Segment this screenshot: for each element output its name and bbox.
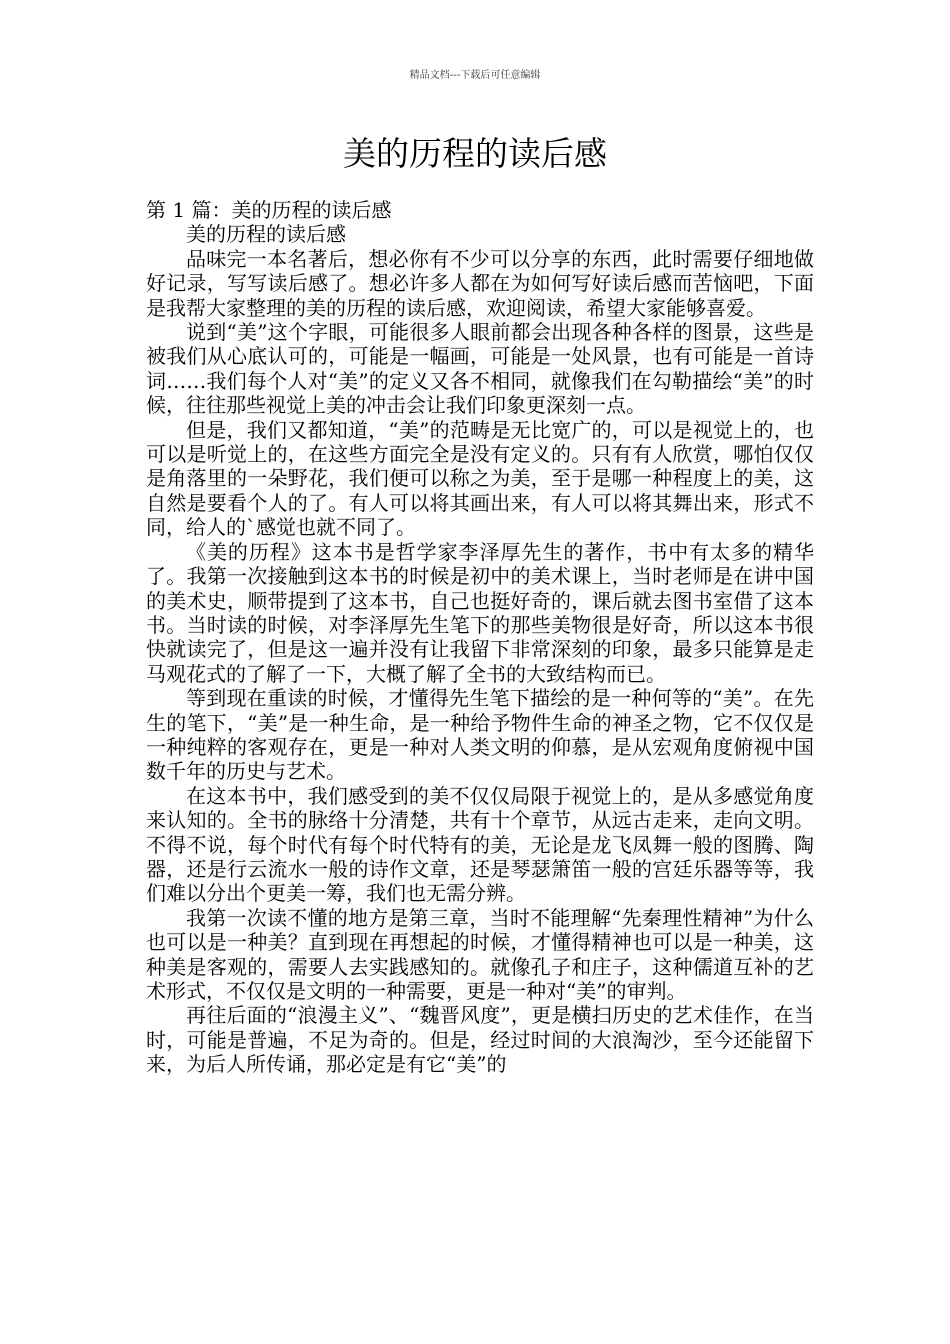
paragraph-1: 品味完一本名著后，想必你有不少可以分享的东西，此时需要仔细地做好记录，写写读后感了。想必许多人都在为如何写好读后感而苦恼吧，下面是我帮大家整理的美的历程的读后感，欢迎阅读，希望大家能够喜爱。 (146, 246, 814, 320)
document-body (146, 198, 814, 1077)
page-header: 精品文档---下载后可任意编辑 (409, 70, 541, 81)
paragraph-7: 我第一次读不懂的地方是第三章，当时不能理解“先秦理性精神”为什么也可以是一种美？直到现在再想起的时候，才懂得精神也可以是一种美，这种美是客观的，需要人去实践感知的。就像孔子和庄子，这种儒道互补的艺术形式，不仅仅是文明的一种需要，更是一种对“美”的审判。 (146, 905, 814, 1003)
paragraph-4: 《美的历程》这本书是哲学家李泽厚先生的著作，书中有太多的精华了。我第一次接触到这本书的时候是初中的美术课上，当时老师是在讲中国的美术史，顺带提到了这本书，自己也挺好奇的，课后就去图书室借了这本书。当时读的时候，对李泽厚先生笔下的那些美物很是好奇，所以这本书很快就读完了，但是这一遍并没有让我留下非常深刻的印象，最多只能算是走马观花式的了解了一下，大概了解了全书的大致结构而已。 (146, 539, 814, 686)
paragraph-8: 再往后面的“浪漫主义”、“魏晋风度”，更是横扫历史的艺术佳作，在当时，可能是普遍，不足为奇的。但是，经过时间的大浪淘沙，至今还能留下来，为后人所传诵，那必定是有它“美”的 (146, 1003, 814, 1077)
paragraph-6: 在这本书中，我们感受到的美不仅仅局限于视觉上的，是从多感觉角度来认知的。全书的脉络十分清楚，共有十个章节，从远古走来，走向文明。不得不说，每个时代有每个时代特有的美，无论是龙飞凤舞一般的图腾、陶器，还是行云流水一般的诗作文章，还是琴瑟箫笛一般的宫廷乐器等等，我们难以分出个更美一筹，我们也无需分辨。 (146, 783, 814, 906)
paragraph-5: 等到现在重读的时候，才懂得先生笔下描绘的是一种何等的“美”。在先生的笔下，“美”是一种生命，是一种给予物件生命的神圣之物，它不仅仅是一种纯粹的客观存在，更是一种对人类文明的仰慕，是从宏观角度俯视中国数千年的历史与艺术。 (146, 686, 814, 784)
document-title: 美的历程的读后感 (343, 134, 607, 173)
subheading: 美的历程的读后感 (186, 222, 346, 247)
paragraph-3: 但是，我们又都知道，“美”的范畴是无比宽广的，可以是视觉上的，也可以是听觉上的，在这些方面完全是没有定义的。只有有人欣赏，哪怕仅仅是角落里的一朵野花，我们便可以称之为美，至于是哪一种程度上的美，这自然是要看个人的了。有人可以将其画出来，有人可以将其舞出来，形式不同，给人的`感觉也就不同了。 (146, 417, 814, 540)
section-heading: 第 1 篇：美的历程的读后感 (146, 198, 392, 222)
paragraph-2: 说到“美”这个字眼，可能很多人眼前都会出现各种各样的图景，这些是被我们从心底认可的，可能是一幅画，可能是一处风景，也有可能是一首诗词……我们每个人对“美”的定义又各不相同，就像我们在勾勒描绘“美”的时候，往往那些视觉上美的冲击会让我们印象更深刻一点。 (146, 320, 814, 418)
